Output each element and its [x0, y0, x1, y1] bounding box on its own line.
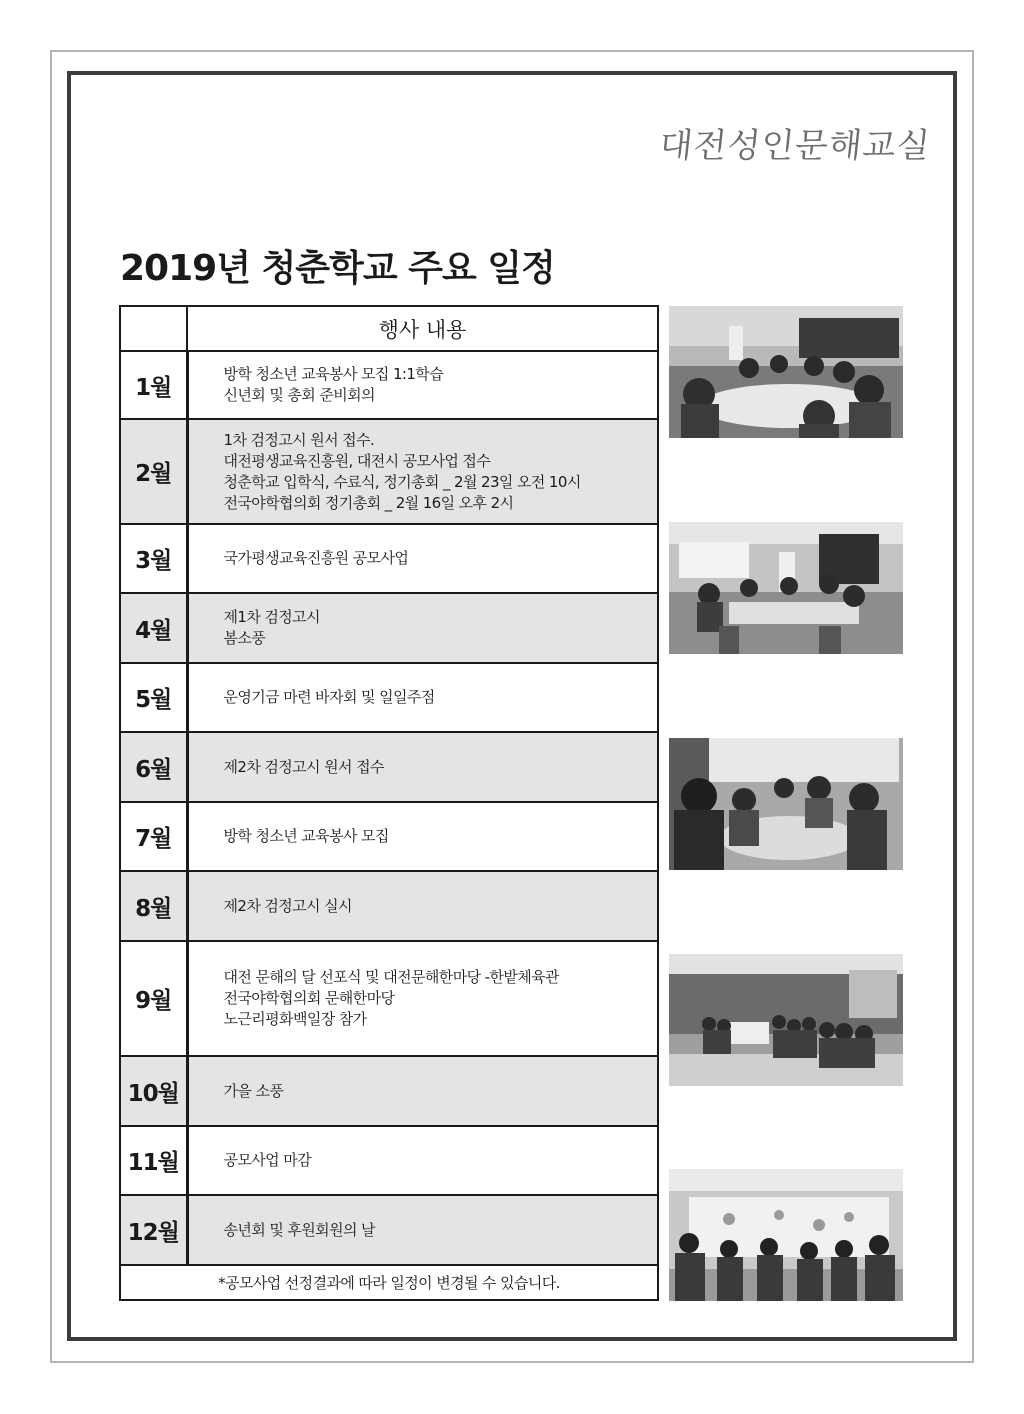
- event-content-cell: [187, 351, 658, 419]
- event-content-cell: [187, 871, 658, 941]
- event-content-cell: [187, 419, 658, 524]
- header-content-cell: 행사 내용: [187, 306, 658, 351]
- schedule-table: [119, 305, 659, 1301]
- month-cell: 3월: [120, 524, 187, 593]
- table-header-row: [120, 306, 658, 351]
- event-content-cell: [187, 663, 658, 732]
- event-content-cell: [187, 732, 658, 802]
- event-content-cell: [187, 941, 658, 1056]
- event-content-cell: [187, 1126, 658, 1195]
- brand-logo-text: 대전성인문해교실: [657, 126, 933, 166]
- table-row: [120, 663, 658, 732]
- event-line: 가을 소풍: [223, 1081, 284, 1100]
- table-row: [120, 802, 658, 871]
- event-line: 제1차 검정고시: [223, 608, 320, 626]
- event-line: 대전평생교육진흥원, 대전시 공모사업 접수: [223, 451, 491, 470]
- event-line: 방학 청소년 교육봉사 모집 1:1학습: [223, 365, 444, 383]
- table-row: [120, 524, 658, 593]
- note-row: [120, 1265, 658, 1300]
- table-row: [120, 871, 658, 941]
- month-cell: 8월: [120, 871, 187, 941]
- month-cell: 5월: [120, 663, 187, 732]
- event-line: 국가평생교육진흥원 공모사업: [223, 549, 409, 567]
- table-row: [120, 941, 658, 1056]
- event-line: 제2차 검정고시 원서 접수: [223, 757, 384, 776]
- schedule-note: *공모사업 선정결과에 따라 일정이 변경될 수 있습니다.: [120, 1265, 658, 1300]
- event-content-cell: [187, 1195, 658, 1265]
- event-line: 신년회 및 총회 준비회의: [223, 386, 375, 404]
- event-content-cell: [187, 802, 658, 871]
- photo-group-event: [669, 954, 903, 1086]
- month-cell: 11월: [120, 1126, 187, 1195]
- month-cell: 10월: [120, 1056, 187, 1126]
- event-line: 청춘학교 입학식, 수료식, 정기총회 _ 2월 23일 오전 10시: [223, 472, 581, 491]
- event-line: 방학 청소년 교육봉사 모집: [223, 827, 389, 845]
- event-line: 공모사업 마감: [223, 1151, 312, 1169]
- event-line: 노근리평화백일장 참가: [223, 1010, 367, 1028]
- event-content-cell: [187, 524, 658, 593]
- month-cell: 12월: [120, 1195, 187, 1265]
- month-cell: 9월: [120, 941, 187, 1056]
- photo-group-discussion: [669, 738, 903, 870]
- table-row: [120, 351, 658, 419]
- event-line: 대전 문해의 달 선포식 및 대전문해한마당 -한밭체육관: [223, 968, 559, 986]
- event-line: 전국야학협의회 정기총회 _ 2월 16일 오후 2시: [223, 493, 514, 512]
- month-cell: 2월: [120, 419, 187, 524]
- photo-classroom-study: [669, 522, 903, 654]
- table-row: [120, 1056, 658, 1126]
- table-row: [120, 419, 658, 524]
- event-content-cell: [187, 1056, 658, 1126]
- photo-classroom-meeting: [669, 306, 903, 438]
- month-cell: 7월: [120, 802, 187, 871]
- month-cell: 6월: [120, 732, 187, 802]
- table-row: [120, 732, 658, 802]
- table-row: [120, 1195, 658, 1265]
- month-cell: 4월: [120, 593, 187, 663]
- table-row: [120, 593, 658, 663]
- event-line: 봄소풍: [223, 629, 266, 647]
- table-row: [120, 1126, 658, 1195]
- page-title: 2019년 청춘학교 주요 일정: [120, 248, 555, 289]
- event-line: 전국야학협의회 문해한마당: [223, 989, 395, 1007]
- month-cell: 1월: [120, 351, 187, 419]
- event-line: 송년회 및 후원회원의 날: [223, 1220, 375, 1239]
- event-content-cell: [187, 593, 658, 663]
- photo-exhibition: [669, 1169, 903, 1301]
- event-line: 1차 검정고시 원서 접수.: [223, 430, 375, 449]
- header-month-cell: [120, 306, 187, 351]
- event-line: 운영기금 마련 바자회 및 일일주점: [223, 688, 435, 706]
- event-line: 제2차 검정고시 실시: [223, 896, 352, 915]
